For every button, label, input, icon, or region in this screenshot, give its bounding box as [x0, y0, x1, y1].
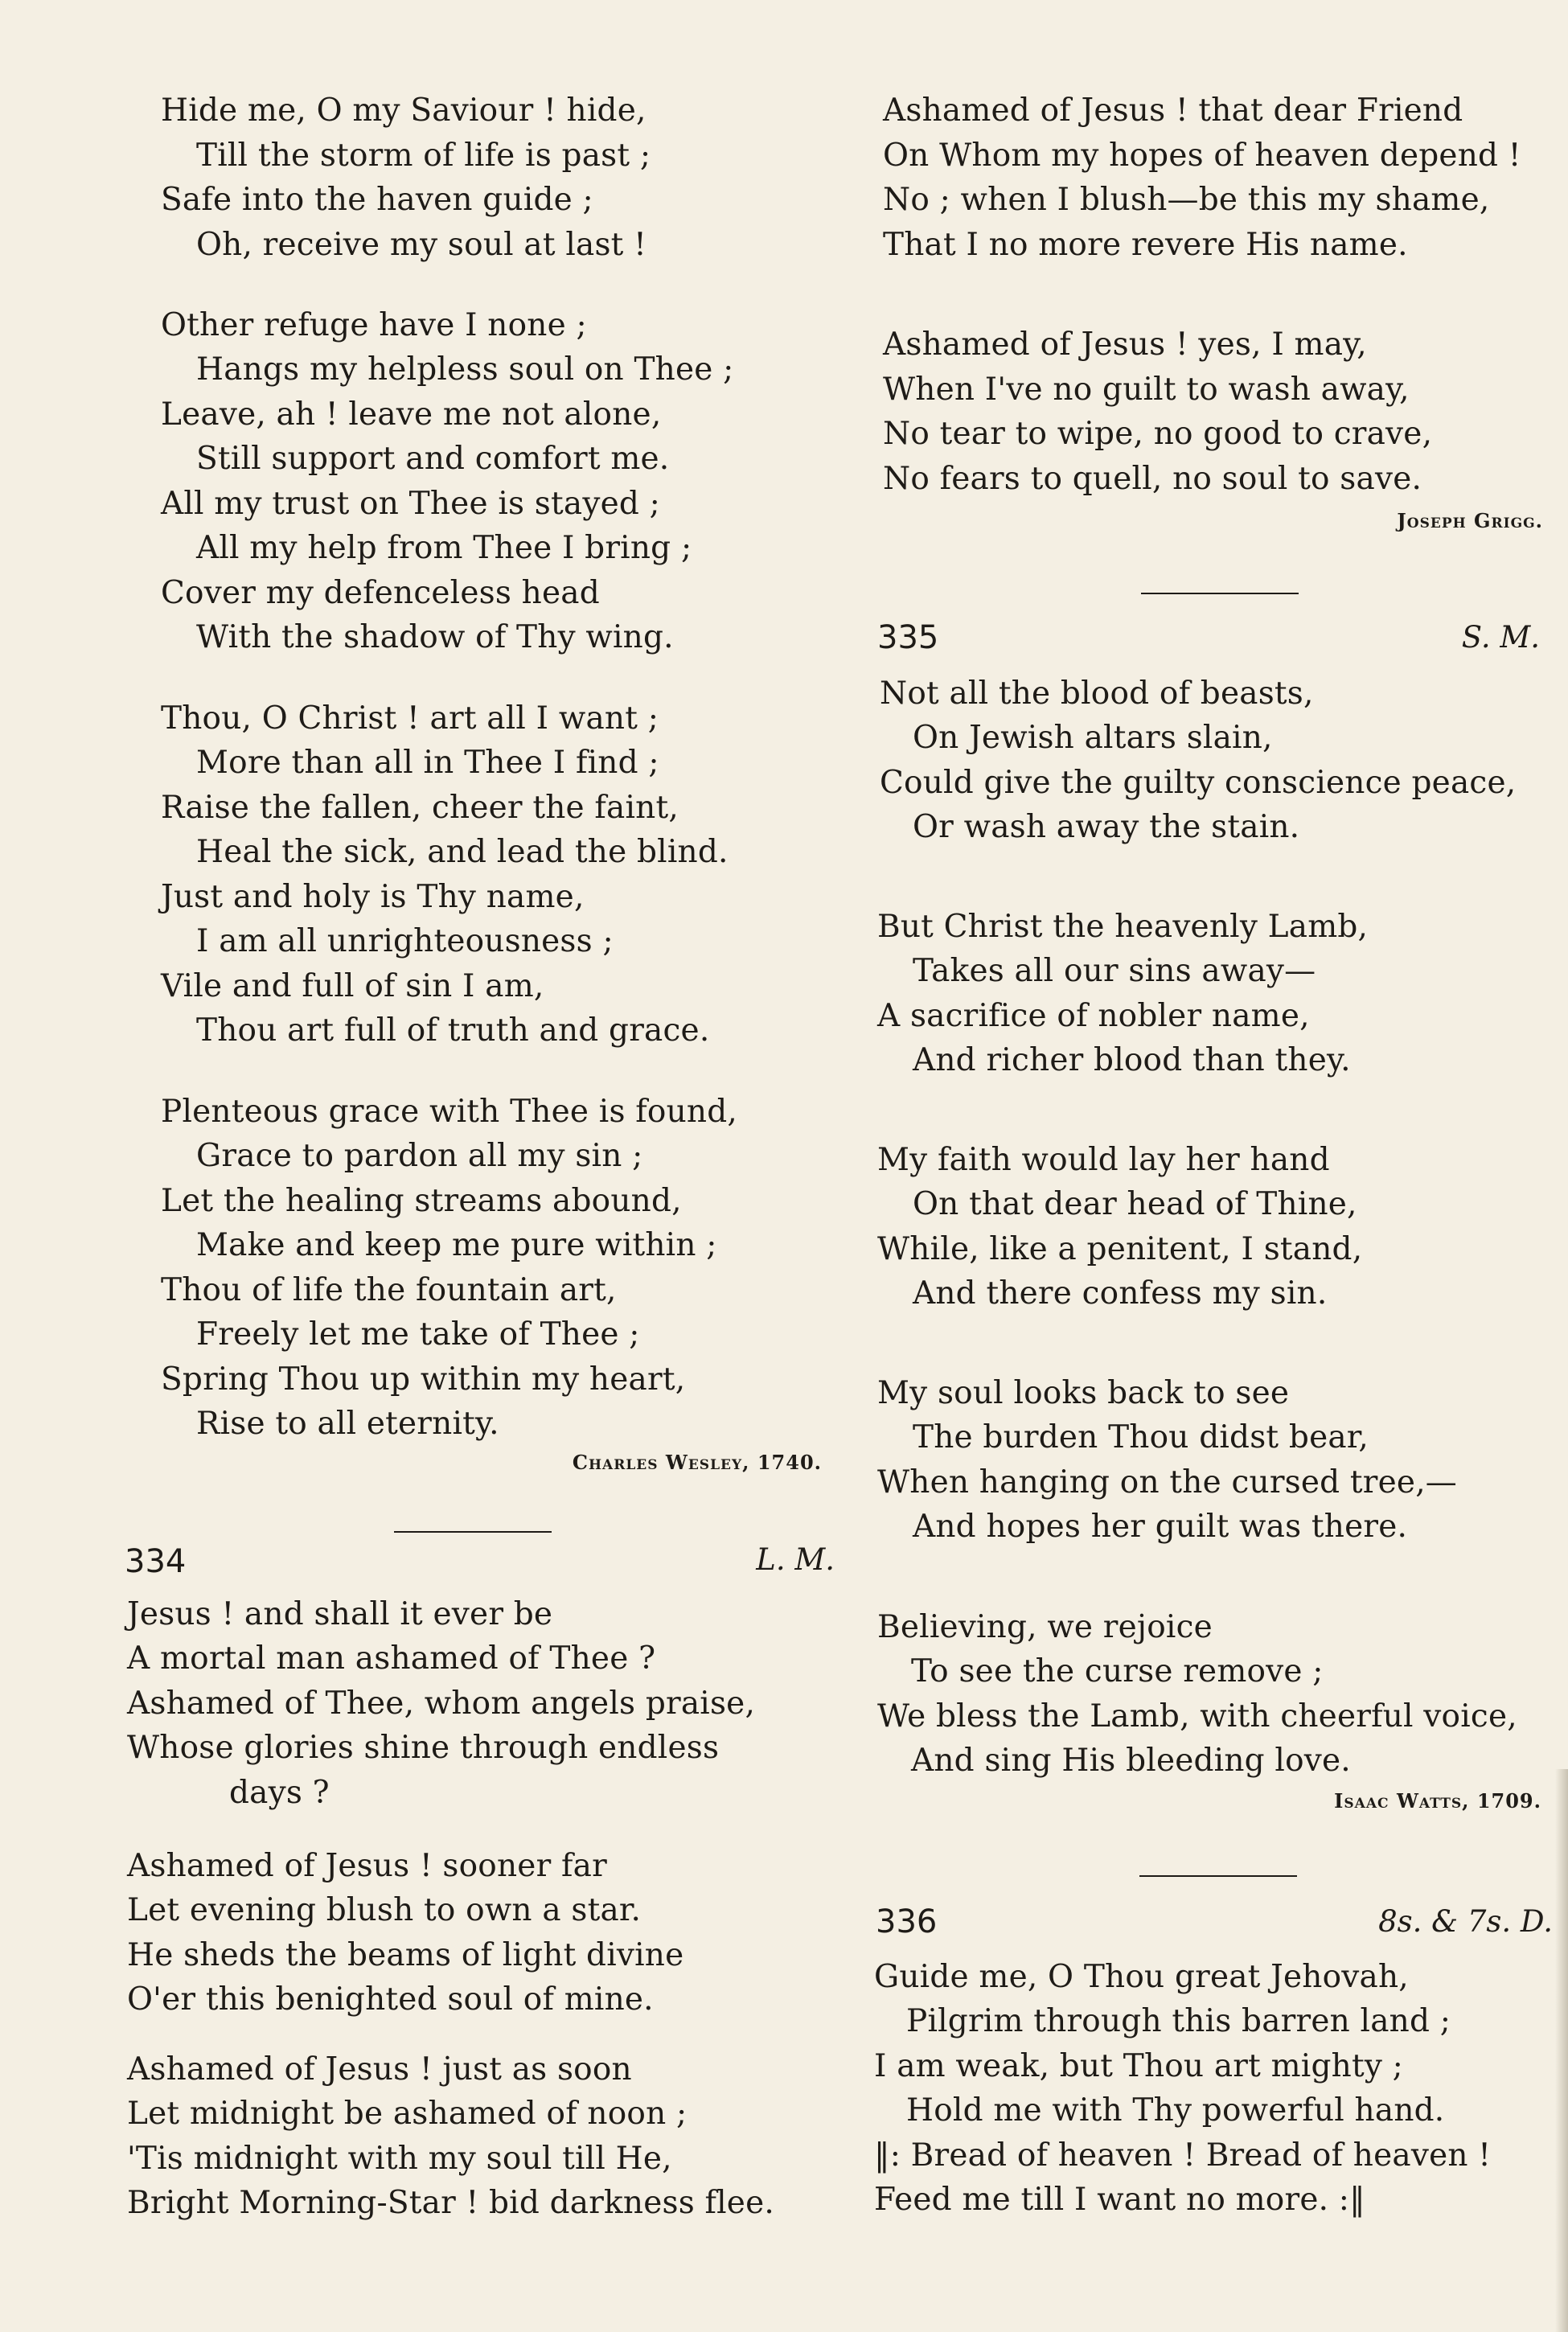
hymn-line: Till the storm of life is past ; — [196, 138, 651, 174]
hymn-line: Ashamed of Thee, whom angels praise, — [127, 1685, 756, 1722]
hymn-line: Could give the guilty conscience peace, — [880, 765, 1517, 801]
hymn-line: My soul looks back to see — [877, 1375, 1290, 1411]
hymn-line: And sing His bleeding love. — [911, 1743, 1351, 1779]
hymn-line: A mortal man ashamed of Thee ? — [127, 1640, 656, 1677]
hymn-line: Not all the blood of beasts, — [880, 675, 1314, 712]
hymn-line: Freely let me take of Thee ; — [196, 1316, 640, 1353]
hymn-line: days ? — [229, 1775, 330, 1811]
hymn-line: He sheds the beams of light divine — [127, 1937, 684, 1973]
hymn-line: Just and holy is Thy name, — [161, 879, 585, 915]
hymn-line: Jesus ! and shall it ever be — [127, 1596, 553, 1632]
hymn-line: Guide me, O Thou great Jehovah, — [874, 1959, 1409, 1995]
hymn-line: All my help from Thee I bring ; — [196, 530, 692, 566]
hymn-line: Let midnight be ashamed of noon ; — [127, 2096, 688, 2132]
hymn-line: Ashamed of Jesus ! that dear Friend — [883, 92, 1463, 129]
hymn-divider — [1141, 593, 1299, 594]
hymn-divider — [394, 1531, 552, 1533]
hymn-line: Grace to pardon all my sin ; — [196, 1138, 643, 1174]
hymn-number: 334 — [125, 1543, 187, 1580]
hymn-line: Still support and comfort me. — [196, 441, 670, 477]
hymn-divider — [1139, 1875, 1297, 1877]
hymn-line: Thou art full of truth and grace. — [196, 1012, 710, 1049]
hymn-line: Spring Thou up within my heart, — [161, 1361, 686, 1398]
hymn-line: Hangs my helpless soul on Thee ; — [196, 351, 734, 388]
hymn-line: Cover my defenceless head — [161, 575, 600, 611]
hymn-line: When I've no guilt to wash away, — [883, 372, 1410, 408]
hymn-line: 'Tis midnight with my soul till He, — [127, 2141, 672, 2177]
hymn-line: Let evening blush to own a star. — [127, 1892, 642, 1928]
hymn-line: On Whom my hopes of heaven depend ! — [883, 138, 1521, 174]
hymn-meter: 8s. & 7s. D. — [1378, 1904, 1553, 1939]
hymn-line: Oh, receive my soul at last ! — [196, 227, 647, 263]
hymn-line: Whose glories shine through endless — [127, 1730, 720, 1766]
hymn-line: I am all unrighteousness ; — [196, 923, 614, 959]
hymn-line: Thou, O Christ ! art all I want ; — [161, 700, 659, 737]
hymn-line: Ashamed of Jesus ! sooner far — [127, 1848, 607, 1884]
page-edge-shadow — [1555, 1769, 1568, 2332]
hymn-line: Heal the sick, and lead the blind. — [196, 834, 729, 870]
hymn-line: Hide me, O my Saviour ! hide, — [161, 92, 646, 129]
hymn-line: Vile and full of sin I am, — [161, 968, 544, 1004]
hymn-number: 336 — [876, 1903, 938, 1940]
hymn-line: Hold me with Thy powerful hand. — [906, 2092, 1445, 2129]
hymn-line: Thou of life the fountain art, — [161, 1272, 617, 1308]
hymn-line: When hanging on the cursed tree,— — [877, 1464, 1457, 1501]
hymn-author: Charles Wesley, 1740. — [572, 1451, 822, 1474]
hymn-line: O'er this benighted soul of mine. — [127, 1981, 654, 2018]
hymn-line: A sacrifice of nobler name, — [877, 998, 1310, 1034]
hymn-line: More than all in Thee I find ; — [196, 745, 659, 781]
hymn-line: Bright Morning-Star ! bid darkness flee. — [127, 2185, 774, 2221]
hymn-meter: S. M. — [1461, 620, 1540, 655]
hymn-line: Raise the fallen, cheer the faint, — [161, 790, 679, 826]
hymn-line: Ashamed of Jesus ! yes, I may, — [883, 326, 1367, 363]
hymn-line: Make and keep me pure within ; — [196, 1227, 717, 1263]
hymn-line: Or wash away the stain. — [913, 809, 1300, 845]
hymn-line: Plenteous grace with Thee is found, — [161, 1094, 737, 1130]
hymn-line: I am weak, but Thou art mighty ; — [874, 2048, 1403, 2084]
hymn-line: Pilgrim through this barren land ; — [906, 2003, 1451, 2039]
hymn-line: But Christ the heavenly Lamb, — [877, 909, 1369, 945]
hymn-line: Other refuge have I none ; — [161, 307, 587, 343]
hymn-meter: L. M. — [756, 1542, 835, 1577]
hymn-line: No ; when I blush—be this my shame, — [883, 182, 1490, 218]
hymn-line: With the shadow of Thy wing. — [196, 619, 674, 655]
hymn-author: Isaac Watts, 1709. — [1334, 1789, 1541, 1813]
hymn-line: ‖: Bread of heaven ! Bread of heaven ! — [874, 2137, 1492, 2174]
hymn-line: Let the healing streams abound, — [161, 1183, 682, 1219]
hymn-line: Safe into the haven guide ; — [161, 182, 593, 218]
hymn-line: And there confess my sin. — [913, 1275, 1328, 1312]
hymn-line: That I no more revere His name. — [883, 227, 1408, 263]
hymn-line: My faith would lay her hand — [877, 1142, 1330, 1178]
hymn-number: 335 — [877, 619, 939, 656]
hymn-line: Rise to all eternity. — [196, 1406, 499, 1442]
hymn-line: On Jewish altars slain, — [913, 720, 1273, 756]
hymn-line: Believing, we rejoice — [877, 1609, 1213, 1645]
hymn-line: And richer blood than they. — [913, 1042, 1351, 1078]
hymn-line: On that dear head of Thine, — [913, 1186, 1357, 1222]
hymn-line: And hopes her guilt was there. — [913, 1509, 1408, 1545]
hymn-line: Takes all our sins away— — [913, 953, 1316, 989]
hymn-line: We bless the Lamb, with cheerful voice, — [877, 1698, 1517, 1735]
hymn-line: Ashamed of Jesus ! just as soon — [127, 2051, 632, 2088]
hymn-line: No tear to wipe, no good to crave, — [883, 416, 1433, 452]
hymn-line: The burden Thou didst bear, — [913, 1419, 1369, 1455]
hymn-line: Feed me till I want no more. :‖ — [874, 2182, 1365, 2218]
hymn-line: Leave, ah ! leave me not alone, — [161, 396, 662, 433]
hymn-line: All my trust on Thee is stayed ; — [161, 486, 660, 522]
hymn-line: While, like a penitent, I stand, — [877, 1231, 1363, 1267]
hymn-line: To see the curse remove ; — [911, 1653, 1324, 1689]
hymn-author: Joseph Grigg. — [1397, 509, 1543, 532]
hymn-line: No fears to quell, no soul to save. — [883, 461, 1422, 497]
